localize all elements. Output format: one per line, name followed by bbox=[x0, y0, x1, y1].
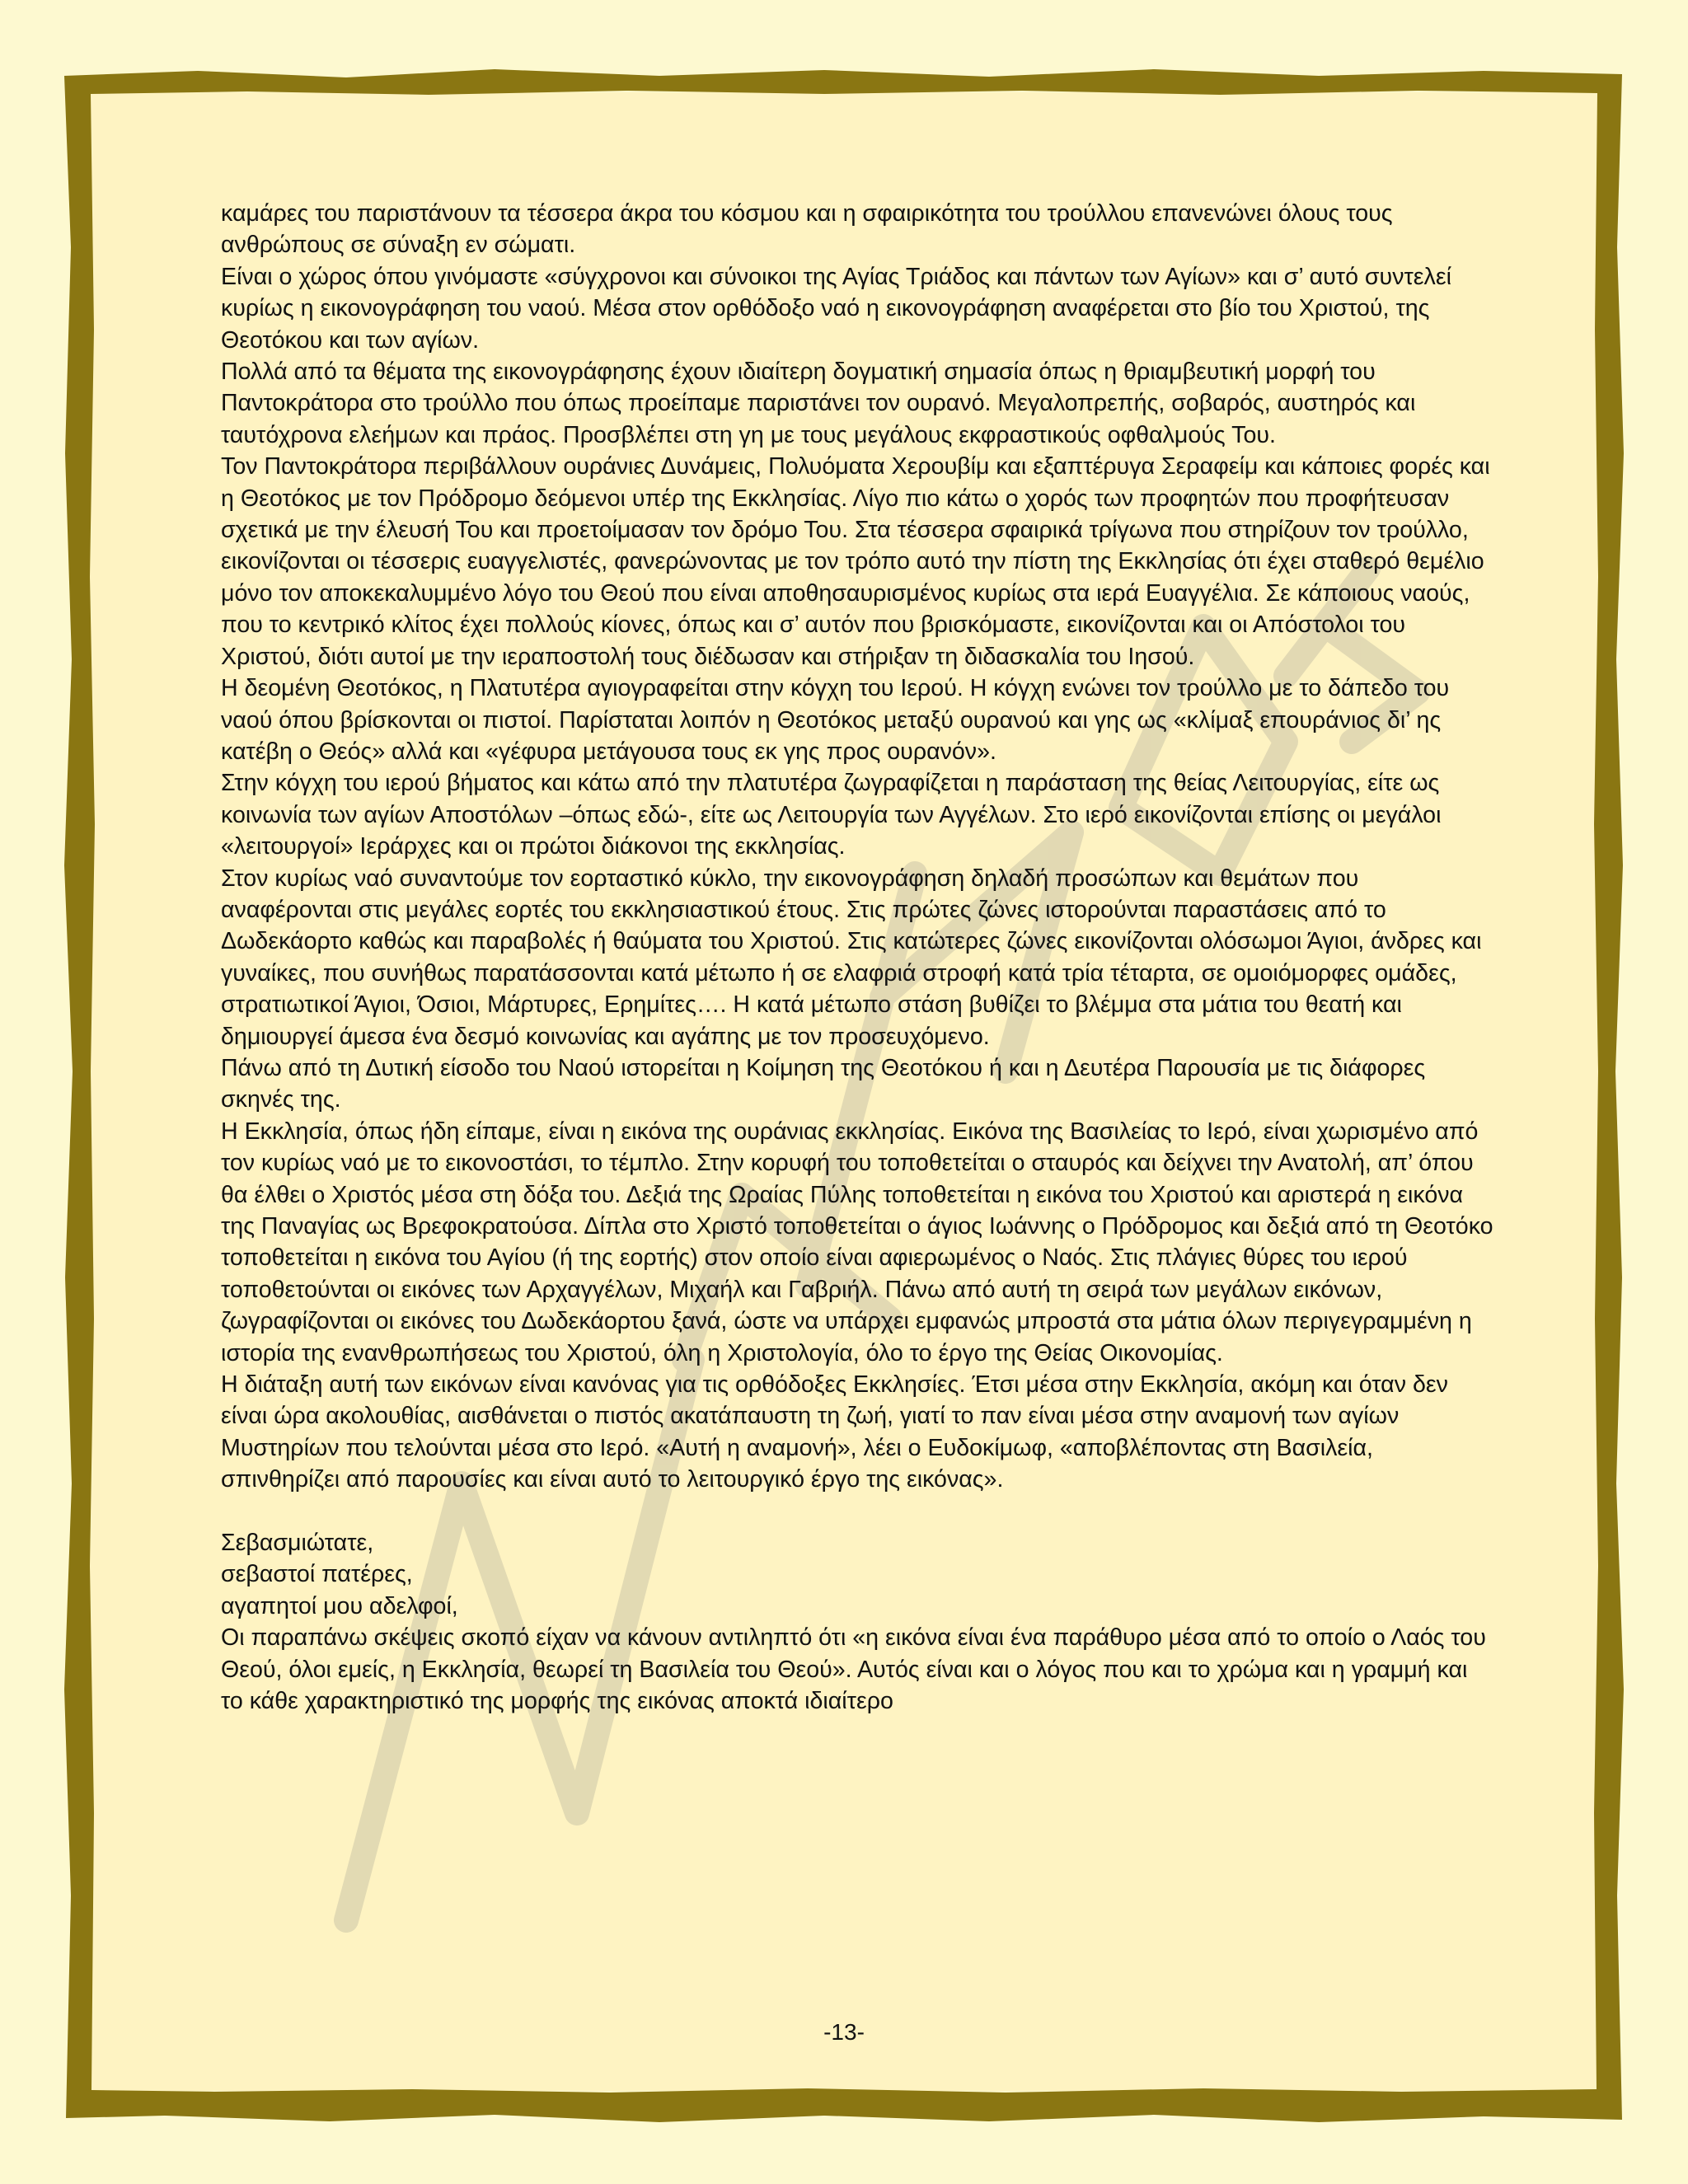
page-number: -13- bbox=[823, 2019, 865, 2045]
address-line: αγαπητοί μου αδελφοί, bbox=[221, 1592, 458, 1619]
paragraph: Πολλά από τα θέματα της εικονογράφησης έχουν ιδιαίτερη δογματική σημασία όπως η θριαμβευτική μορφή του Παντοκράτορα στο τρούλλο που όπως προείπαμε παριστάνει τον ουρανό. Μεγαλοπρεπής, σοβαρός, αυστηρός και ταυτόχρονα ελεήμων και πράος. Προσβλέπει στη γη με τους μεγάλους εκφραστικούς οφθαλμούς Του. bbox=[221, 359, 1416, 448]
paragraph: Στον κυρίως ναό συναντούμε τον εορταστικό κύκλο, την εικονογράφηση δηλαδή προσώπων και θεμάτων που αναφέρονται στις μεγάλες εορτές του εκκλησιαστικού έτους. Στις πρώτες ζώνες ιστορούνται παραστάσεις από το Δωδεκάορτο καθώς και παραβολές ή θαύματα του Χριστού. Στις κατώτερες ζώνες εικονίζονται ολόσωμοι Άγιοι, άνδρες και γυναίκες, που συνήθως παρατάσσονται κατά μέτωπο ή σε ελαφριά στροφή κατά τρία τέταρτα, σε ομοιόμορφες ομάδες, στρατιωτικοί Άγιοι, Όσιοι, Μάρτυρες, Ερημίτες…. Η κατά μέτωπο στάση βυθίζει το βλέμμα στα μάτια του θεατή και δημιουργεί άμεσα ένα δεσμό κοινωνίας και αγάπης με τον προσευχόμενο. bbox=[221, 865, 1482, 1050]
address-line: Σεβασμιώτατε, bbox=[221, 1530, 374, 1557]
blank-line bbox=[221, 1496, 1494, 1527]
paragraph: Η διάταξη αυτή των εικόνων είναι κανόνας για τις ορθόδοξες Εκκλησίες. Έτσι μέσα στην Εκκλησία, ακόμη και όταν δεν είναι ώρα ακολουθίας, αισθάνεται ο πιστός ακατάπαυστη τη ζωή, γιατί το παν είναι μέσα στην αναμονή των αγίων Μυστηρίων που τελούνται μέσα στο Ιερό. «Αυτή η αναμονή», λέει ο Ευδοκίμωφ, «αποβλέποντας στη Βασιλεία, σπινθηρίζει από παρουσίες και είναι αυτό το λειτουργικό έργο της εικόνας». bbox=[221, 1371, 1448, 1493]
paragraph: καμάρες του παριστάνουν τα τέσσερα άκρα του κόσμου και η σφαιρικότητα του τρούλλου επανενώνει όλους τους ανθρώπους σε σύναξη εν σώματι. bbox=[221, 200, 1393, 259]
closing-paragraph: Οι παραπάνω σκέψεις σκοπό είχαν να κάνουν αντιληπτό ότι «η εικόνα είναι ένα παράθυρο μέσα από το οποίο ο Λαός του Θεού, όλοι εμείς, η Εκκλησία, θεωρεί τη Βασιλεία του Θεού». Αυτός είναι και ο λόγος που και το χρώμα και η γραμμή και το κάθε χαρακτηριστικό της μορφής της εικόνας αποκτά ιδιαίτερο bbox=[221, 1624, 1486, 1715]
paragraph: Η Εκκλησία, όπως ήδη είπαμε, είναι η εικόνα της ουράνιας εκκλησίας. Εικόνα της Βασιλείας το Ιερό, είναι χωρισμένο από τον κυρίως ναό με το εικονοστάσι, το τέμπλο. Στην κορυφή του τοποθετείται ο σταυρός και δείχνει την Ανατολή, απ’ όπου θα έλθει ο Χριστός μέσα στη δόξα του. Δεξιά της Ωραίας Πύλης τοποθετείται η εικόνα του Χριστού και αριστερά η εικόνα της Παναγίας ως Βρεφοκρατούσα. Δίπλα στο Χριστό τοποθετείται ο άγιος Ιωάννης ο Πρόδρομος και δεξιά από τη Θεοτόκο τοποθετείται η εικόνα του Αγίου (ή της εορτής) στον οποίο είναι αφιερωμένος ο Ναός. Στις πλάγιες θύρες του ιερού τοποθετούνται οι εικόνες των Αρχαγγέλων, Μιχαήλ και Γαβριήλ. Πάνω από αυτή τη σειρά των μεγάλων εικόνων, ζωγραφίζονται οι εικόνες του Δωδεκάορτου ξανά, ώστε να υπάρχει εμφανώς μπροστά στα μάτια όλων περιγεγραμμένη η ιστορία της ενανθρωπήσεως του Χριστού, όλη η Χριστολογία, όλο το έργο της Θείας Οικονομίας. bbox=[221, 1118, 1493, 1366]
paragraph: Είναι ο χώρος όπου γινόμαστε «σύγχρονοι και σύνοικοι της Αγίας Τριάδος και πάντων των Αγίων» και σ’ αυτό συντελεί κυρίως η εικονογράφηση του ναού. Μέσα στον ορθόδοξο ναό η εικονογράφηση αναφέρεται στο βίο του Χριστού, της Θεοτόκου και των αγίων. bbox=[221, 263, 1451, 354]
paragraph: Η δεομένη Θεοτόκος, η Πλατυτέρα αγιογραφείται στην κόγχη του Ιερού. Η κόγχη ενώνει τον τρούλλο με το δάπεδο του ναού όπου βρίσκονται οι πιστοί. Παρίσταται λοιπόν η Θεοτόκος μεταξύ ουρανού και γης ως «κλίμαξ επουράνιος δι’ ης κατέβη ο Θεός» αλλά και «γέφυρα μετάγουσα τους εκ γης προς ουρανόν». bbox=[221, 675, 1450, 765]
paragraph: Πάνω από τη Δυτική είσοδο του Ναού ιστορείται η Κοίμηση της Θεοτόκου ή και η Δευτέρα Παρουσία με τις διάφορες σκηνές της. bbox=[221, 1054, 1426, 1113]
address-line: σεβαστοί πατέρες, bbox=[221, 1561, 413, 1588]
document-body bbox=[221, 198, 1494, 1717]
paragraph: Τον Παντοκράτορα περιβάλλουν ουράνιες Δυνάμεις, Πολυόματα Χερουβίμ και εξαπτέρυγα Σεραφείμ και κάποιες φορές και η Θεοτόκος με τον Πρόδρομο δεόμενοι υπέρ της Εκκλησίας. Λίγο πιο κάτω ο χορός των προφητών που προφήτευσαν σχετικά με την έλευσή Του και προετοίμασαν τον δρόμο Του. Στα τέσσερα σφαιρικά τρίγωνα που στηρίζουν τον τρούλλο, εικονίζονται οι τέσσερις ευαγγελιστές, φανερώνοντας με τον τρόπο αυτό την πίστη της Εκκλησίας ότι έχει σταθερό θεμέλιο μόνο τον αποκεκαλυμμένο λόγο του Θεού που είναι αποθησαυρισμένος κυρίως στα ιερά Ευαγγέλια. Σε κάποιους ναούς, που το κεντρικό κλίτος έχει πολλούς κίονες, όπως και σ’ αυτόν που βρισκόμαστε, εικονίζονται και οι Απόστολοι του Χριστού, διότι αυτοί με την ιεραποστολή τους διέδωσαν και στήριξαν τη διδασκαλία του Ιησού. bbox=[221, 453, 1490, 670]
paragraph: Στην κόγχη του ιερού βήματος και κάτω από την πλατυτέρα ζωγραφίζεται η παράσταση της θείας Λειτουργίας, είτε ως κοινωνία των αγίων Αποστόλων –όπως εδώ-, είτε ως Λειτουργία των Αγγέλων. Στο ιερό εικονίζονται επίσης οι μεγάλοι «λειτουργοί» Ιεράρχες και οι πρώτοι διάκονοι της εκκλησίας. bbox=[221, 770, 1442, 860]
